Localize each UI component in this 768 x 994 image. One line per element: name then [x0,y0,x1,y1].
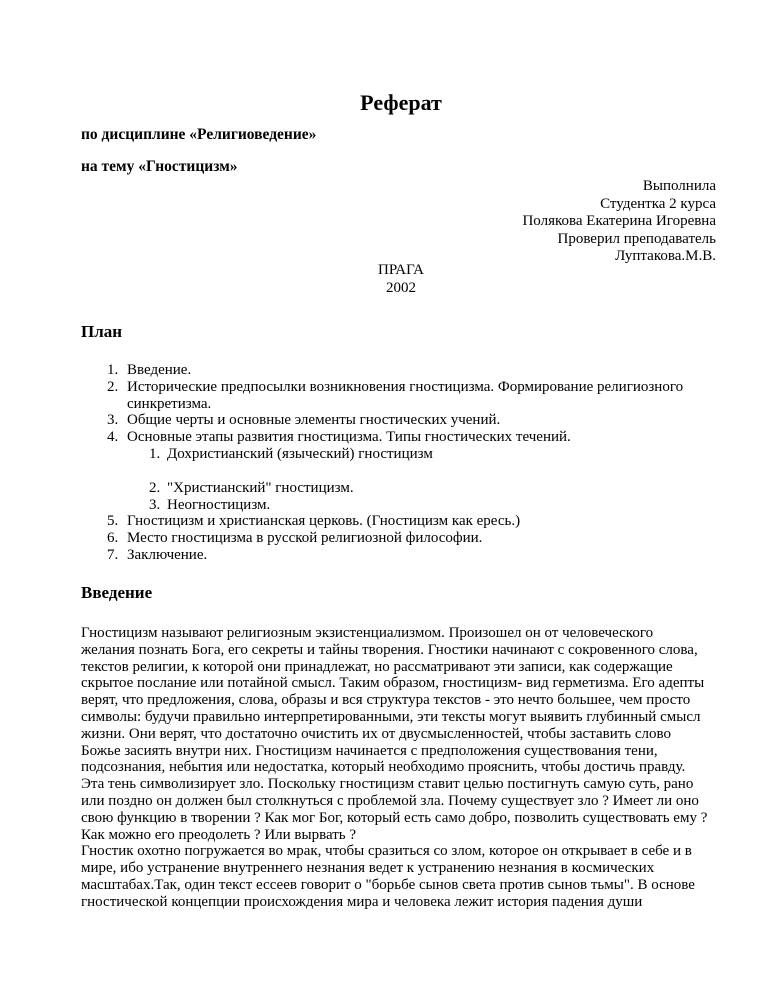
toc-sub-item-text: "Христианский" гностицизм. [167,479,354,496]
table-of-contents [81,362,711,564]
toc-item-number: 5. [107,513,119,530]
toc-item-number: 6. [107,530,119,547]
city-name: ПРАГА [378,262,424,278]
toc-item-text: Заключение. [127,546,208,563]
introduction-heading: Введение [81,583,153,602]
signature-teacher-name: Луптакова.М.В. [615,248,716,265]
toc-sub-item-text: Неогностицизм. [167,496,271,513]
toc-sub-item [81,480,711,497]
year: 2002 [386,279,416,296]
toc-item [81,362,711,379]
toc-item [81,530,711,547]
toc-sub-item [81,497,711,514]
toc-sub-item [81,446,711,463]
topic-line: на тему «Гностицизм» [81,158,238,175]
toc-item-text: Место гностицизма в русской религиозной философии. [127,530,483,547]
toc-sub-item-number: 3. [149,496,161,513]
discipline-line: по дисциплине «Религиоведение» [81,126,317,143]
introduction-paragraph: Гностицизм называют религиозным экзистенциализмом. Произошел он от человеческого желания познать Бога, его секреты и тайны творения. Гностики начинают с сокровенного слова, текстов религии, к которой они принадлежат, но рассматривают эти записи, как содержащие скрытое послание или потайной смысл. Таким образом, гностицизм- вид герметизма. Его адепты верят, что предложения, слова, образы и вся структура текстов - это нечто большее, чем просто символы: будучи правильно интерпретированными, эти тексты могут выявить глубинный смысл жизни. Они верят, что достаточно очистить их от двусмысленностей, чтобы заставить слово Божье засиять внутри них. Гностицизм начинается с предположения существования тени, подсознания, небытия или недостатка, который необходимо прояснить, чтобы достичь правду. Эта тень символизирует зло. Поскольку гностицизм ставит целью постигнуть самую суть, рано или поздно он должен был столкнуться с проблемой зла. Почему существует зло ? Имеет ли оно свою функцию в творении ? Как мог Бог, который есть само добро, позволить существовать ему ? Как можно его преодолеть ? Или вырвать ? [81,625,708,843]
toc-item-text: Введение. [127,362,192,378]
signature-block [316,178,716,266]
signature-student-name: Полякова Екатерина Игоревна [522,213,716,230]
plan-heading: План [81,322,123,341]
toc-item [81,547,711,564]
toc-item-number: 7. [107,546,119,563]
toc-sub-item-text: Дохристианский (языческий) гностицизм [167,445,433,462]
toc-item [81,379,711,413]
toc-item-number: 2. [107,378,119,395]
city-year-block [81,262,721,297]
toc-item [81,412,711,429]
signature-student-year: Студентка 2 курса [600,195,716,212]
toc-item-text: Гностицизм и христианская церковь. (Гностицизм как ересь.) [127,513,521,530]
toc-sub-item-number: 1. [149,445,161,462]
toc-spacer [81,463,711,480]
toc-item-text: Основные этапы развития гностицизма. Типы гностических течений. [127,429,571,446]
toc-item-text: Общие черты и основные элементы гностических учений. [127,412,501,429]
signature-checked-by: Проверил преподаватель [557,230,716,247]
introduction-paragraph: Гностик охотно погружается во мрак, чтобы сразиться со злом, которое он открывает в себе и в мире, ибо устранение внутреннего незнания ведет к устранению незнания в космических масштабах.Так, один текст ессеев говорит о "борьбе сынов света против сынов тьмы". В основе гностической концепции происхождения мира и человека лежит история падения души [81,843,695,910]
signature-performed-by: Выполнила [642,178,716,194]
toc-item-text: Исторические предпосылки возникновения гностицизма. Формирование религиозного синкретизма. [127,378,684,412]
toc-item [81,429,711,446]
introduction-body [81,625,709,911]
toc-sub-item-number: 2. [149,479,161,496]
toc-item [81,513,711,530]
toc-item-number: 4. [107,429,119,446]
document-title: Реферат [360,90,442,115]
toc-item-number: 3. [107,412,119,429]
toc-item-number: 1. [107,362,119,378]
